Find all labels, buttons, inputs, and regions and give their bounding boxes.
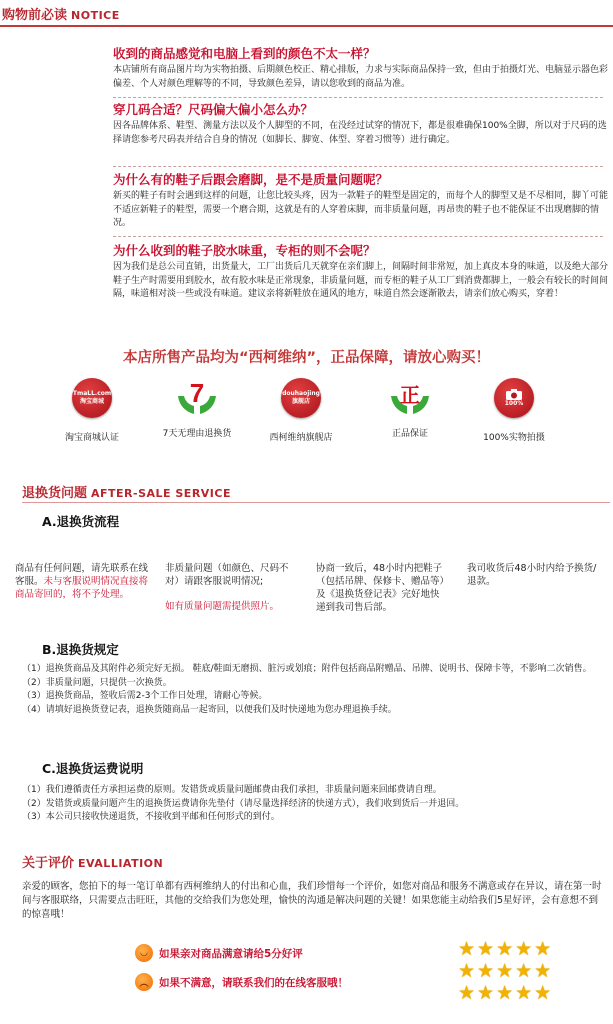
fee-list: [22, 784, 602, 825]
fee-item: （3）本公司只接收快递退货，不接收到平邮和任何形式的到付。: [22, 812, 280, 822]
rule-item: （3）退换货商品，签收后需2-3个工作日处理，请耐心等候。: [22, 691, 268, 701]
five-star-rating: [458, 938, 553, 1004]
sad-face-icon: ︵: [135, 973, 153, 991]
seven-day-icon: [176, 376, 218, 416]
badge-label: 7天无理由退换货: [162, 429, 232, 439]
flow-step-4: [467, 562, 603, 588]
notice-title-cn: 购物前必读: [2, 8, 68, 23]
notice-title-en: NOTICE: [71, 9, 120, 22]
flow-step-3: [316, 562, 446, 614]
rule-item: （4）请填好退换货登记表，退换货随商品一起寄回，以便我们及时快递地为您办理退换手续。: [22, 704, 397, 715]
badge-seven-day: [152, 376, 242, 439]
after-sale-divider: [22, 502, 610, 503]
badge-tmall: [47, 378, 137, 443]
satisfied-row: [135, 944, 303, 962]
badge-real-photo: [469, 378, 559, 443]
evaluation-title: [22, 852, 163, 871]
smile-face-icon: ◡: [135, 944, 153, 962]
flagship-icon-subtext: 旗舰店: [291, 398, 310, 405]
tmall-icon-text: TmaLL.com: [72, 390, 112, 397]
faq-divider: [113, 97, 603, 98]
faq-divider: [113, 236, 603, 237]
star-row-icon: ★★★★★: [458, 938, 554, 960]
fee-title: C.退换货运费说明: [42, 761, 144, 776]
faq-answer: 本店铺所有商品图片均为实物拍摄、后期颜色校正、精心排版，力求与实际商品保持一致，但由于拍摄灯光、电脑显示器色彩偏差、个人对颜色理解等的不同，导致颜色差异，请以您收到的商品为准。: [113, 65, 609, 89]
flagship-icon-text: douhaojing: [282, 390, 320, 397]
badge-genuine: [365, 376, 455, 439]
real-photo-icon-text: 100%: [504, 400, 524, 407]
faq-question: 为什么有的鞋子后跟会磨脚，是不是质量问题呢？: [113, 172, 389, 187]
faq-question: 为什么收到的鞋子胶水味重，专柜的则不会呢？: [113, 243, 376, 258]
guarantee-slogan: 本店所售产品均为“西柯维纳”，正品保障，请放心购买！: [122, 350, 491, 366]
after-sale-title: [22, 482, 231, 501]
faq-question: 收到的商品感觉和电脑上看到的颜色不太一样？: [113, 46, 376, 61]
douhaojing-icon: [281, 378, 321, 418]
fee-item: （2）发错货或质量问题产生的退换货运费请你先垫付（请尽量选择经济的快递方式），我们收到货后一并退回。: [22, 798, 465, 809]
evaluation-text: 亲爱的顾客，您拍下的每一笔订单都有西柯维纳人的付出和心血，我们珍惜每一个评价，如您对商品和服务不满意或存在异议，请在第一时间与客服联络，只需要点击旺旺，其他的交给我们为您处理，愉快的沟通是解决问题的关键！如果您能主动给我们5星好评，会有意想不到的惊喜哦！: [22, 881, 602, 920]
flow-step-text: 我司收货后48小时内给予换货/退款。: [467, 563, 597, 587]
star-row-icon: ★★★★★: [458, 982, 554, 1004]
badge-label: 西柯维纳旗舰店: [269, 433, 333, 443]
camera-icon: [494, 378, 534, 418]
badge-flagship: [256, 378, 346, 443]
faq-answer: 新买的鞋子有时会遇到这样的问题，让您比较头疼，因为一款鞋子的鞋型是固定的，而每个人的脚型又是不尽相同，脚丫可能不适应新鞋子的鞋型，需要一个磨合期，这就是有的人穿着床脚，而非质量问题，再昂贵的鞋子也不能保证不出现磨脚的情况。: [113, 191, 609, 228]
star-row-icon: ★★★★★: [458, 960, 554, 982]
rules-list: [22, 663, 597, 717]
flow-step-note: 未与客服说明情况直接将商品寄回的，将不予处理。: [15, 576, 149, 600]
badge-label: 100%实物拍摄: [483, 433, 545, 443]
faq-item-size: [113, 102, 609, 147]
after-sale-title-en: AFTER-SALE SERVICE: [91, 487, 231, 500]
flow-step-text: 协商一致后，48小时内把鞋子（包括吊牌、保修卡、赠品等）及《退换货登记表》完好地快递到我司售后部。: [316, 563, 445, 613]
process-title: A.退换货流程: [42, 514, 120, 529]
camera-glyph: [505, 388, 523, 400]
fee-item: （1）我们遵循责任方承担运费的原则。发错货或质量问题邮费由我们承担，非质量问题来回邮费请自理。: [22, 785, 442, 795]
tmall-icon: [72, 378, 112, 418]
after-sale-title-cn: 退换货问题: [22, 486, 88, 501]
satisfied-text: 如果亲对商品满意请给5分好评: [159, 947, 303, 960]
flow-step-2: [165, 562, 299, 613]
evaluation-title-en: EVALLIATION: [78, 857, 164, 870]
genuine-glyph: 正: [400, 383, 420, 407]
genuine-icon: [389, 376, 431, 416]
faq-item-heel: [113, 172, 609, 231]
seven-glyph: 7: [189, 378, 205, 408]
tmall-icon-subtext: 淘宝商城: [79, 398, 104, 405]
flow-step-1: [15, 562, 153, 601]
evaluation-title-cn: 关于评价: [22, 856, 75, 871]
unsatisfied-row: [135, 973, 348, 991]
faq-divider: [113, 166, 603, 167]
rule-item: （2）非质量问题，只提供一次换货。: [22, 677, 172, 688]
flow-step-text: 非质量问题（如颜色、尺码不对）请跟客服说明情况;: [165, 563, 289, 587]
rules-title: B.退换货规定: [42, 642, 119, 657]
flow-step-note: 如有质量问题需提供照片。: [165, 601, 280, 612]
flow-step-text: 商品有任何问题，请先联系在线客服。: [15, 563, 149, 587]
faq-question: 穿几码合适？尺码偏大偏小怎么办？: [113, 102, 314, 117]
badge-label: 正品保证: [391, 429, 428, 439]
faq-answer: 因各品牌体系、鞋型、测量方法以及个人脚型的不同，在没经过试穿的情况下，都是很难确保100%全脚，所以对于尺码的选择请您参考尺码表并结合自身的情况（如脚长、脚宽、体型、穿着习惯等）进行确定。: [113, 121, 607, 145]
badge-label: 淘宝商城认证: [64, 433, 119, 443]
notice-title: [2, 4, 120, 23]
rule-item: （1）退换货商品及其附件必须完好无损。 鞋底/鞋面无磨损、脏污或划痕；附件包括商品附赠品、吊牌、说明书、保障卡等，不影响二次销售。: [22, 664, 592, 674]
notice-divider: [0, 25, 613, 27]
faq-answer: 因为我们是总公司直销，出货量大，工厂出货后几天就穿在亲们脚上，间隔时间非常短，加上真皮本身的味道，以及绝大部分鞋子生产时需要用到胶水，故有胶水味是正常现象，非质量问题，而专柜的鞋子从工厂到消费都脚上，一般会有较长的时间间隔，味道相对淡一些或没有味道。建议亲将新鞋放在通风的地方，味道自然会逐渐散去，请亲们放心购买，穿着！: [113, 262, 609, 299]
faq-item-color: [113, 46, 609, 91]
faq-item-glue: [113, 243, 609, 302]
unsatisfied-text: 如果不满意，请联系我们的在线客服哦！: [159, 976, 348, 989]
